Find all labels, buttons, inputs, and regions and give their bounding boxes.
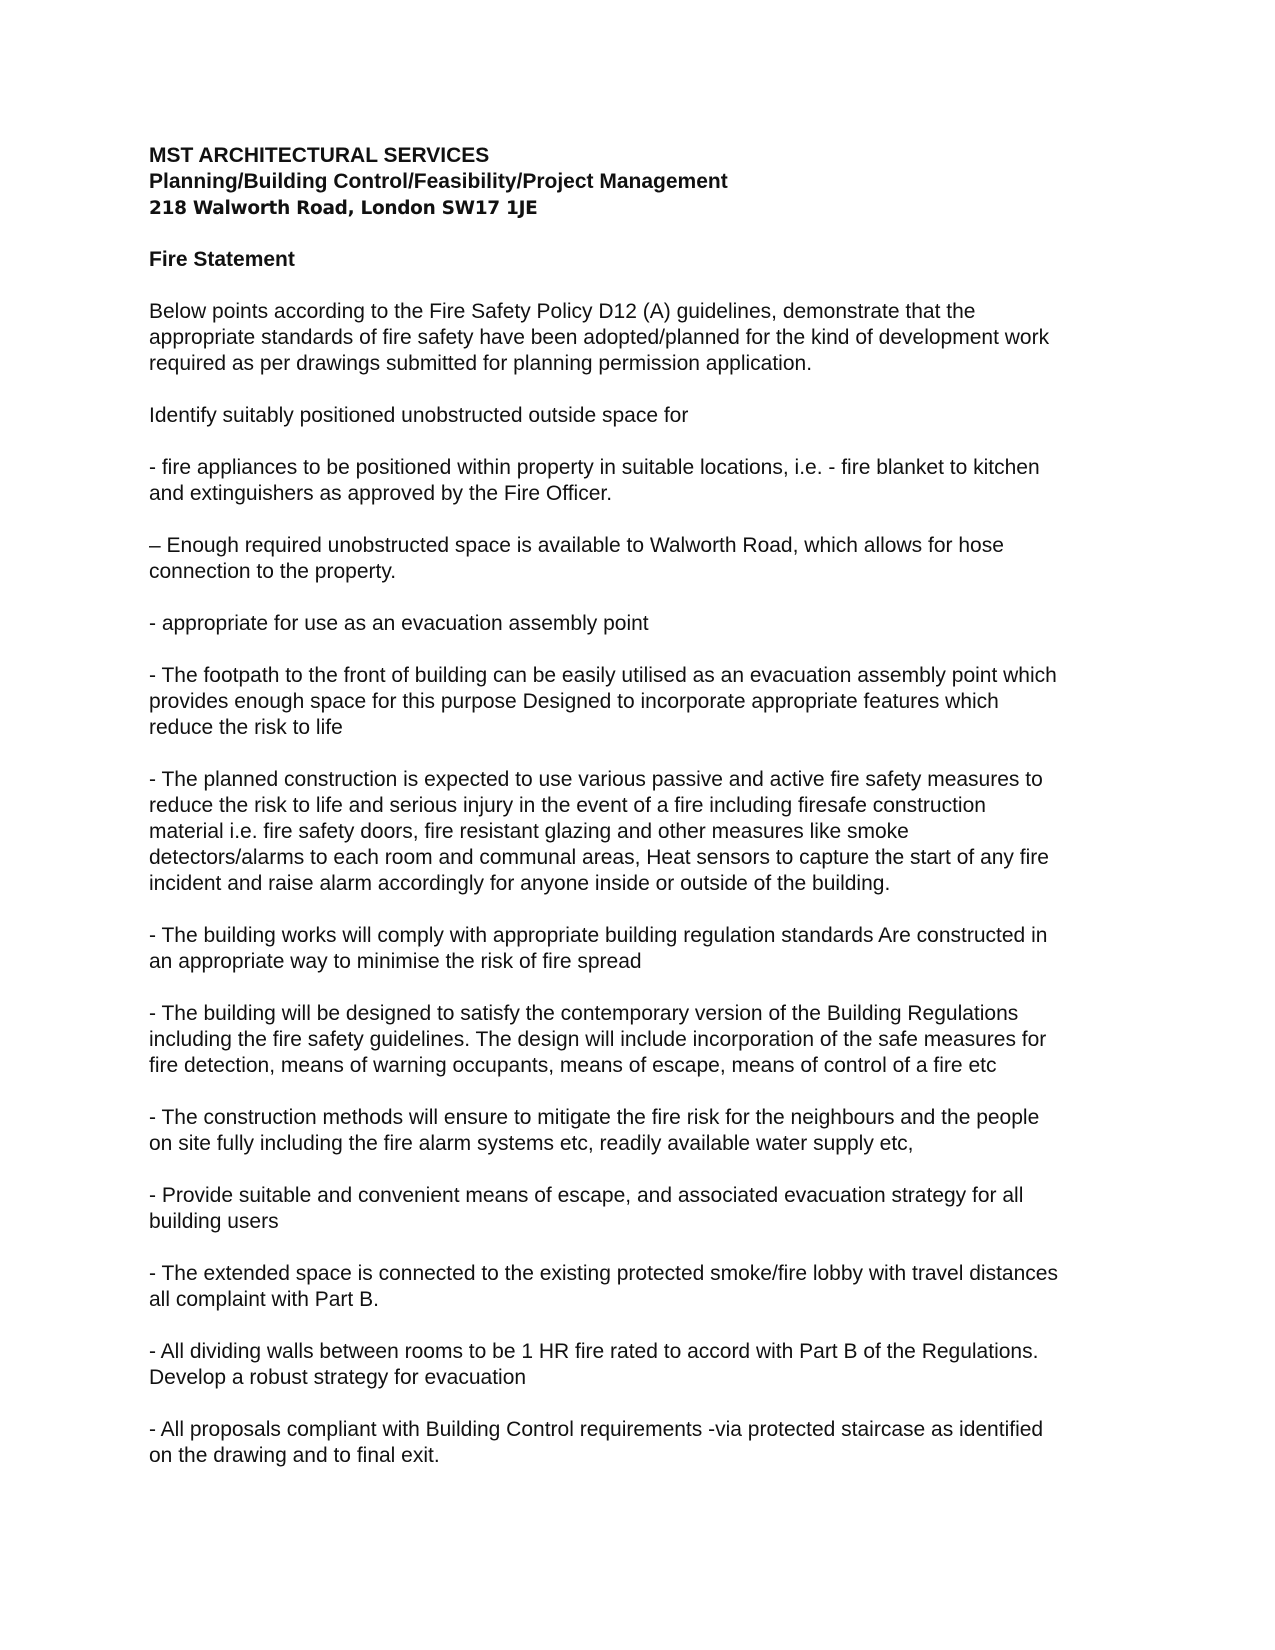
paragraph: Below points according to the Fire Safety Policy D12 (A) guidelines, demonstrate that the appropriate standards of fire safety have been adopted/planned for the kind of development work required as per drawings submitted for planning permission application. [149, 300, 1050, 375]
paragraph: - The building works will comply with appropriate building regulation standards Are constructed in an appropriate way to minimise the risk of fire spread [149, 924, 1048, 973]
paragraph: - appropriate for use as an evacuation assembly point [149, 612, 649, 635]
paragraph: Identify suitably positioned unobstructed outside space for [149, 404, 689, 427]
company-services: Planning/Building Control/Feasibility/Project Management [149, 170, 728, 193]
paragraph: - The building will be designed to satisfy the contemporary version of the Building Regulations including the fire safety guidelines. The design will include incorporation of the safe measures for fire detection, means of warning occupants, means of escape, means of control of a fire etc [149, 1002, 1047, 1077]
document-body [149, 299, 1134, 1469]
document-page [149, 143, 1134, 1469]
paragraph: - The construction methods will ensure to mitigate the fire risk for the neighbours and the people on site fully including the fire alarm systems etc, readily available water supply etc, [149, 1106, 1040, 1155]
paragraph: - All proposals compliant with Building Control requirements -via protected staircase as identified on the drawing and to final exit. [149, 1418, 1044, 1467]
company-address: 218 Walworth Road, London SW17 1JE [149, 198, 538, 219]
paragraph: - The footpath to the front of building can be easily utilised as an evacuation assembly point which provides enough space for this purpose Designed to incorporate appropriate features which reduce the risk to life [149, 664, 1057, 739]
letterhead [149, 143, 1134, 223]
paragraph: - The planned construction is expected to use various passive and active fire safety measures to reduce the risk to life and serious injury in the event of a fire including firesafe construction material i.e. fire safety doors, fire resistant glazing and other measures like smoke detectors/alarms to each room and communal areas, Heat sensors to capture the start of any fire incident and raise alarm accordingly for anyone inside or outside of the building. [149, 768, 1049, 895]
paragraph: - Provide suitable and convenient means of escape, and associated evacuation strategy for all building users [149, 1184, 1024, 1233]
document-title: Fire Statement [149, 248, 295, 271]
paragraph: - fire appliances to be positioned within property in suitable locations, i.e. - fire blanket to kitchen and extinguishers as approved by the Fire Officer. [149, 456, 1040, 505]
company-name: MST ARCHITECTURAL SERVICES [149, 144, 490, 167]
paragraph: - The extended space is connected to the existing protected smoke/fire lobby with travel distances all complaint with Part B. [149, 1262, 1058, 1311]
paragraph: – Enough required unobstructed space is available to Walworth Road, which allows for hose connection to the property. [149, 534, 1004, 583]
paragraph: - All dividing walls between rooms to be 1 HR fire rated to accord with Part B of the Regulations. Develop a robust strategy for evacuation [149, 1340, 1039, 1389]
